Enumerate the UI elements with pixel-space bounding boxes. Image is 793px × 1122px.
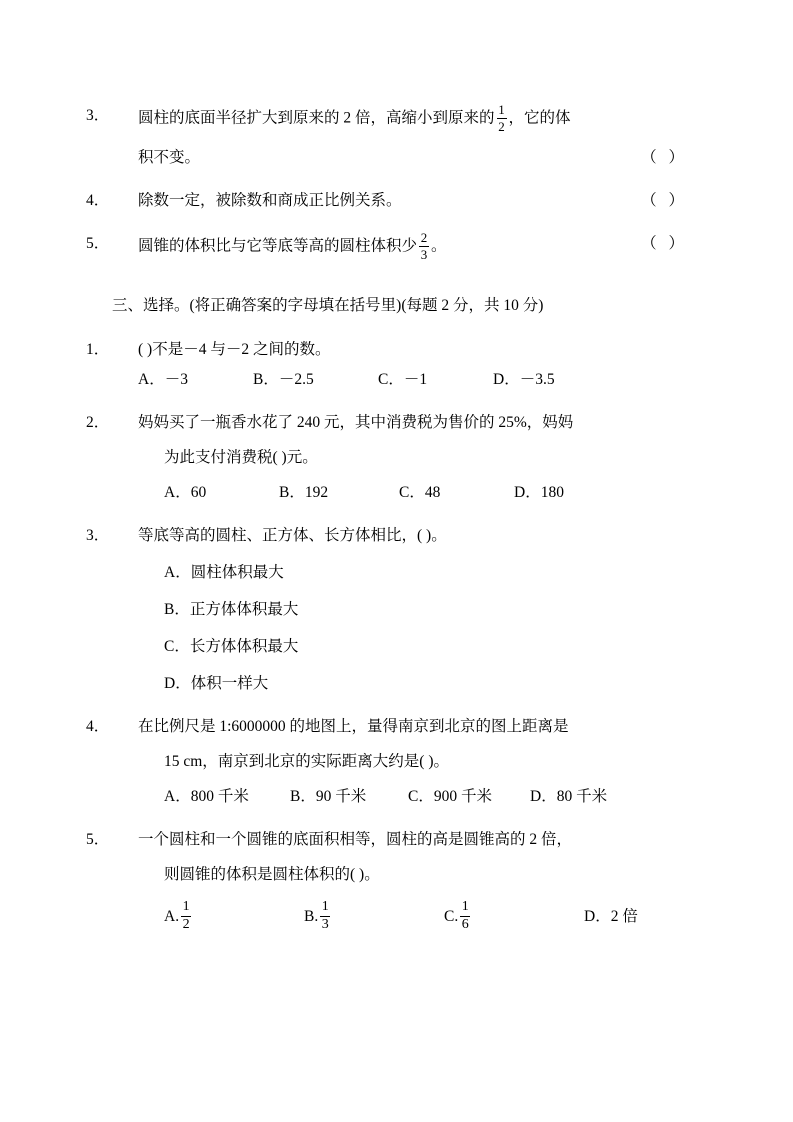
choice-item-2-option-a[interactable]: A．60 [164,483,207,501]
choice-item-3-stem[interactable]: 等底等高的圆柱、正方体、长方体相比，( )。 [138,526,447,544]
page-content [86,102,688,946]
judge-item-4-text: 除数一定，被除数和商成正比例关系。 [138,192,402,210]
judge-item-5-text-after: 。 [431,238,447,256]
judge-item-5-line1 [86,230,688,262]
choice-item-5-stem-line1: 一个圆柱和一个圆锥的底面积相等，圆柱的高是圆锥高的 2 倍， [138,830,573,848]
choice-item-1-number: 1． [86,340,110,358]
choice-item-5-option-c[interactable] [444,898,584,933]
choice-item-5-option-a-label: A. [164,907,180,925]
choice-item-2-stem-line1: 妈妈买了一瓶香水花了 240 元，其中消费税为售价的 25%，妈妈 [138,413,574,431]
choice-item-4-stem-line2[interactable]: 15 cm，南京到北京的实际距离大约是( )。 [164,752,450,770]
judge-item-3 [86,102,688,170]
choice-item-2-stem-row1 [86,411,688,435]
judge-item-4-line1 [86,189,688,213]
choice-item-3-option-c[interactable]: C．长方体体积最大 [164,637,299,655]
judge-item-3-number: 3． [86,107,110,124]
judge-item-3-line1 [86,102,688,134]
judge-item-4 [86,189,688,213]
choice-item-2-option-b[interactable]: B．192 [279,483,329,501]
judge-item-5-answer-blank[interactable]: （ ） [641,235,688,253]
choice-item-5-stem-row2 [112,863,688,887]
choice-item-4-number: 4． [86,717,110,735]
choice-item-4 [86,715,688,809]
judge-item-3-text-after: ，它的体 [508,109,571,127]
choice-item-4-stem-line1: 在比例尺是 1:6000000 的地图上，量得南京到北京的图上距离是 [138,717,569,735]
choice-item-1-stem-row [86,338,688,362]
judge-item-4-number: 4． [86,192,110,210]
judge-item-3-answer-blank[interactable]: （ ） [641,149,688,167]
choice-item-1-option-a[interactable]: A．－3 [138,370,188,388]
fraction-one-half: $\frac{1}{2}$ [498,102,505,134]
choice-item-4-option-a[interactable]: A．800 千米 [164,787,249,805]
section-heading-choice: 三、选择。(将正确答案的字母填在括号里)(每题 2 分，共 10 分) [112,296,544,314]
choice-item-4-option-b[interactable]: B．90 千米 [290,787,367,805]
choice-item-1-stem[interactable]: ( )不是－4 与－2 之间的数。 [138,340,331,358]
fraction-one-third-option: $\frac{1}{3}$ [321,898,329,932]
choice-item-5-stem-row1 [86,828,688,852]
judge-item-5-number: 5． [86,235,110,253]
choice-item-2-option-c[interactable]: C．48 [399,483,441,501]
choice-item-3 [86,524,688,696]
choice-item-3-number: 3． [86,526,110,544]
choice-item-1 [86,338,688,392]
choice-item-1-option-c[interactable]: C．－1 [378,370,428,388]
judge-item-3-line2 [112,146,688,170]
choice-item-5-option-b-label: B. [304,907,319,925]
choice-item-5-option-c-label: C. [444,907,459,925]
choice-item-5-number: 5． [86,830,110,848]
choice-item-5 [86,828,688,933]
choice-item-2-stem-row2 [112,446,688,470]
choice-item-1-option-d[interactable]: D．－3.5 [493,370,555,388]
choice-item-2-option-d[interactable]: D．180 [514,483,564,501]
judge-item-4-answer-blank[interactable]: （ ） [641,192,688,210]
choice-item-3-option-b[interactable]: B．正方体体积最大 [164,600,299,618]
choice-item-4-option-d[interactable]: D．80 千米 [530,787,608,805]
fraction-one-half-option: $\frac{1}{2}$ [182,898,190,932]
choice-item-5-options [112,898,688,933]
judge-item-5-text-before: 圆锥的体积比与它等底等高的圆柱体积少 [138,238,418,256]
choice-item-2-number: 2． [86,413,110,431]
fraction-one-sixth-option: $\frac{1}{6}$ [461,898,469,932]
choice-item-2-options [112,481,688,505]
choice-item-2-stem-line2[interactable]: 为此支付消费税( )元。 [164,448,318,466]
choice-item-4-stem-row2 [112,750,688,774]
choice-item-5-option-b[interactable] [304,898,444,933]
judge-item-3-text-line2: 积不变。 [138,149,201,167]
choice-item-3-option-d[interactable]: D．体积一样大 [164,674,269,692]
judge-item-5 [86,230,688,262]
fraction-two-thirds: $\frac{2}{3}$ [420,230,428,262]
choice-item-3-option-a[interactable]: A．圆柱体积最大 [164,563,284,581]
choice-item-1-option-b[interactable]: B．－2.5 [253,370,314,388]
choice-item-4-options [112,785,688,809]
choice-item-4-option-c[interactable]: C．900 千米 [408,787,492,805]
choice-item-5-stem-line2[interactable]: 则圆锥的体积是圆柱体积的( )。 [164,865,380,883]
judge-item-3-text-before: 圆柱的底面半径扩大到原来的 2 倍，高缩小到原来的 [138,109,495,127]
choice-item-2 [86,411,688,505]
choice-item-5-option-a[interactable] [164,898,304,933]
choice-item-3-stem-row [86,524,688,548]
choice-item-5-option-d[interactable]: D．2 倍 [584,908,638,926]
choice-item-1-options [112,368,688,392]
choice-item-4-stem-row1 [86,715,688,739]
